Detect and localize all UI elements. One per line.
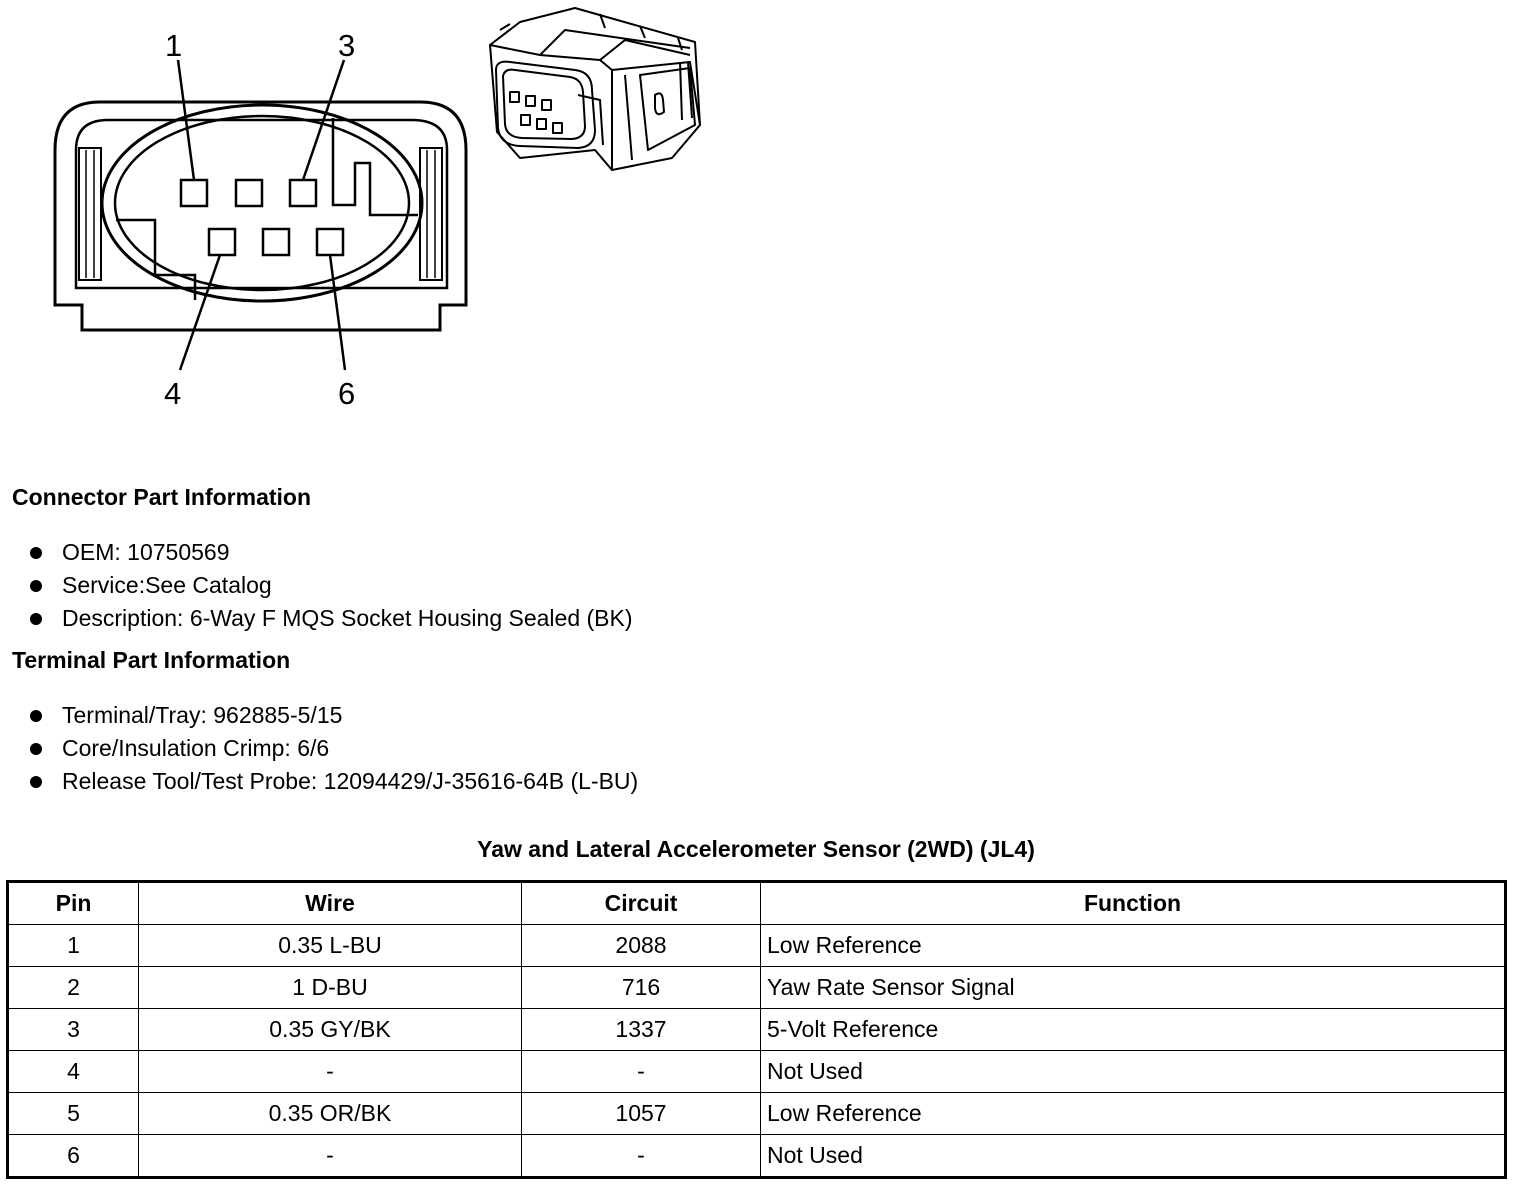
pin-callout-4: 4 [164,376,182,411]
wire-cell: - [139,1135,522,1178]
list-item: Core/Insulation Crimp: 6/6 [0,732,638,765]
wire-cell: 0.35 GY/BK [139,1009,522,1051]
table-row [8,925,1506,967]
pin-cell: 5 [8,1093,139,1135]
table-header-row [8,882,1506,925]
table-row [8,1051,1506,1093]
list-item: Service:See Catalog [0,569,633,602]
column-header-circuit: Circuit [522,882,761,925]
pin-cavity-6 [317,229,343,255]
circuit-cell: 1337 [522,1009,761,1051]
circuit-cell: 2088 [522,925,761,967]
wire-cell: 1 D-BU [139,967,522,1009]
pin-cell: 4 [8,1051,139,1093]
wire-cell: 0.35 OR/BK [139,1093,522,1135]
pinout-table [6,880,1507,1179]
table-row [8,1093,1506,1135]
pin-cavity-1 [181,180,207,206]
leader-line-4 [180,255,220,370]
bullet-icon [30,743,42,755]
connector-perspective-view [490,8,700,170]
function-cell: Low Reference [761,925,1506,967]
function-cell: 5-Volt Reference [761,1009,1506,1051]
wire-cell: 0.35 L-BU [139,925,522,967]
connector-diagram [0,0,760,420]
pin-cell: 2 [8,967,139,1009]
circuit-cell: - [522,1135,761,1178]
circuit-cell: 716 [522,967,761,1009]
pin-cavity-4 [209,229,235,255]
pin-callout-1: 1 [165,28,183,63]
function-cell: Not Used [761,1051,1506,1093]
function-cell: Not Used [761,1135,1506,1178]
pin-cavity-3 [290,180,316,206]
pin-cavity-5 [263,229,289,255]
left-latch-rail [79,148,101,280]
circuit-cell: 1057 [522,1093,761,1135]
connector-info-title: Connector Part Information [12,484,312,510]
terminal-info-list [0,699,638,798]
column-header-function: Function [761,882,1506,925]
table-row [8,1009,1506,1051]
pin-callout-3: 3 [338,28,356,63]
column-header-wire: Wire [139,882,522,925]
circuit-cell: - [522,1051,761,1093]
table-title: Yaw and Lateral Accelerometer Sensor (2WD) (JL4) [477,836,1035,862]
bullet-icon [30,580,42,592]
list-item: OEM: 10750569 [0,536,633,569]
wire-cell: - [139,1051,522,1093]
pin-cell: 6 [8,1135,139,1178]
right-latch-rail [420,148,442,280]
connector-info-list [0,536,633,635]
function-cell: Yaw Rate Sensor Signal [761,967,1506,1009]
table-row [8,1135,1506,1178]
list-item: Description: 6-Way F MQS Socket Housing Sealed (BK) [0,602,633,635]
pin-callout-6: 6 [338,376,356,411]
bullet-icon [30,613,42,625]
bullet-icon [30,776,42,788]
list-item: Terminal/Tray: 962885-5/15 [0,699,638,732]
pin-cell: 3 [8,1009,139,1051]
bullet-icon [30,710,42,722]
bullet-icon [30,547,42,559]
leader-line-6 [330,255,345,370]
terminal-info-title: Terminal Part Information [12,647,291,673]
pin-cell: 1 [8,925,139,967]
function-cell: Low Reference [761,1093,1506,1135]
list-item: Release Tool/Test Probe: 12094429/J-35616-64B (L-BU) [0,765,638,798]
column-header-pin: Pin [8,882,139,925]
pin-cavity-2 [236,180,262,206]
table-row [8,967,1506,1009]
